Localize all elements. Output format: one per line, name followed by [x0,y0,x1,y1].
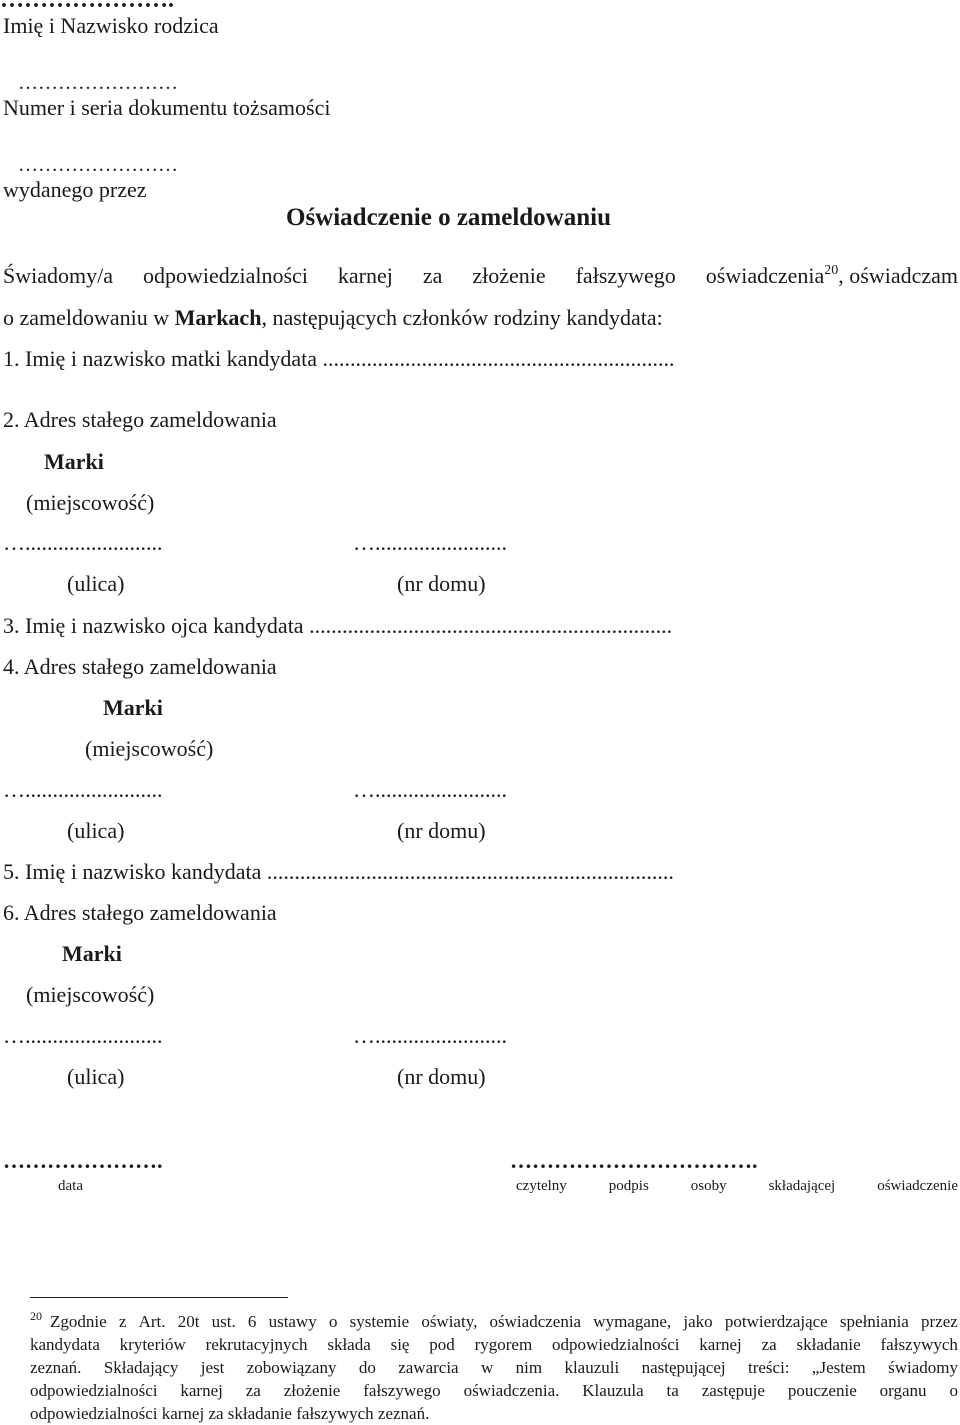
item-2-house-label: (nr domu) [397,571,486,596]
footnote-word: w [480,1358,494,1377]
footnote-word: karnej [699,1335,742,1354]
footnote-word: zawarcia [398,1358,459,1377]
footnote-word: świadomy [888,1358,958,1377]
footnote-word: zobowiązany [246,1358,337,1377]
item-4-house-label: (nr domu) [397,818,486,843]
footnote-line-5: odpowiedzialności karnej za składanie fałszywych zeznań. [30,1404,430,1423]
footnote-word: oświadczenia. [463,1381,560,1400]
town-name: Markach [174,305,262,330]
footnote-line-3 [30,1356,958,1379]
item-4-city-label: (miejscowość) [85,736,214,761]
footnote-word: 6 [247,1312,257,1331]
footnote-line-4 [30,1379,958,1402]
footnote-word: pouczenie [787,1381,857,1400]
footnote-word: ustawy [268,1312,317,1331]
item-4-street-label: (ulica) [67,818,125,843]
intro-word: za [422,263,443,288]
footnote-word: kandydata [30,1335,100,1354]
footnote-word: 20t [177,1312,200,1331]
footnote-word: zeznań. [30,1358,82,1377]
item-1-mother-name: 1. Imię i nazwisko matki kandydata ................................................................ [3,346,675,371]
footnote-word: fałszywego [363,1381,441,1400]
page-title: Oświadczenie o zameldowaniu [286,204,611,231]
date-dots: …………………. [3,1148,163,1173]
item-4-house-dots: …........................ [353,777,507,802]
footnote-word: jest [200,1358,225,1377]
intro-word: Świadomy/a [3,263,113,288]
footnote-word: Art. [138,1312,166,1331]
item-2-house-dots: …........................ [353,530,507,555]
item-4-city: Marki [103,695,163,720]
signature-label [516,1177,958,1195]
item-2-city-label: (miejscowość) [26,490,155,515]
footnote-reference: 20 [824,263,839,278]
date-label: data [58,1178,83,1194]
signature-label-word: składającej [768,1178,836,1194]
footnote-word: za [245,1381,261,1400]
signature-label-word: osoby [690,1178,727,1194]
footnote-word: Zgodnie [50,1312,107,1331]
footnote-word: złożenie [283,1381,341,1400]
footnote-word: wymagane, [593,1312,672,1331]
footnote-word: rygorem [474,1335,533,1354]
footnote-word: treści: [747,1358,790,1377]
intro-line-1 [3,263,958,293]
footnote-word: o [949,1381,958,1400]
id-document-label: Numer i seria dokumentu tożsamości [3,95,331,120]
footnote-separator [30,1297,288,1298]
footnote-word: organu [879,1381,927,1400]
intro-word: oświadczenia [705,263,825,288]
footnote-word: jako [683,1312,713,1331]
footnote-word: potwierdzające [724,1312,828,1331]
item-6-city: Marki [62,941,122,966]
dots-line-2: …………………… [18,154,178,176]
footnote-line-2 [30,1333,958,1356]
signature-label-word: podpis [608,1178,649,1194]
item-4-street-dots: …......................... [3,777,163,802]
item-2-city: Marki [44,449,104,474]
footnote-word: systemie [349,1312,410,1331]
intro-line-2 [3,305,663,331]
footnote-word: fałszywych [880,1335,958,1354]
footnote-word: oświadczenia [489,1312,582,1331]
intro-word: złożenie [472,263,546,288]
footnote-word: oświaty, [421,1312,478,1331]
item-6-house-dots: …........................ [353,1023,507,1048]
footnote-word: ust. [211,1312,236,1331]
item-6-street-label: (ulica) [67,1064,125,1089]
footnote-word: klauzuli [564,1358,620,1377]
footnote-word: składanie [796,1335,861,1354]
footnote-word: pod [429,1335,455,1354]
footnote-word: zastępuje [701,1381,765,1400]
footnote-word: do [358,1358,376,1377]
item-2-street-label: (ulica) [67,571,125,596]
dots-line-1: …………………… [18,72,178,94]
intro-line-1-end: , oświadczam [838,263,958,288]
signature-label-word: czytelny [516,1178,567,1194]
footnote-word: „Jestem [811,1358,866,1377]
item-3-father-name: 3. Imię i nazwisko ojca kandydata .................................................................. [3,613,673,638]
footnote-word: się [390,1335,410,1354]
item-4-address-heading: 4. Adres stałego zameldowania [3,654,277,679]
intro-word: fałszywego [575,263,676,288]
dots-top: …………………. [0,0,174,13]
item-6-address-heading: 6. Adres stałego zameldowania [3,900,277,925]
footnote-word: następującej [641,1358,726,1377]
item-5-candidate-name: 5. Imię i nazwisko kandydata .......................................................................... [3,859,674,884]
item-6-city-label: (miejscowość) [26,982,155,1007]
intro-word: karnej [337,263,393,288]
footnote-word: Klauzula [582,1381,644,1400]
footnote-word: nim [515,1358,543,1377]
footnote-word: Składający [103,1358,179,1377]
footnote-word: karnej [180,1381,223,1400]
footnote-word: z [118,1312,127,1331]
footnote-word: odpowiedzialności [552,1335,680,1354]
item-2-address-heading: 2. Adres stałego zameldowania [3,407,277,432]
footnote-word: składa [327,1335,371,1354]
item-6-house-label: (nr domu) [397,1064,486,1089]
intro-line-2-start: o zameldowaniu w [3,305,175,330]
footnote-marker: 20 [30,1309,42,1323]
footnote-word: o [328,1312,338,1331]
signature-label-word: oświadczenie [877,1178,958,1194]
footnote-word: przez [921,1312,958,1331]
footnote-word: za [761,1335,777,1354]
intro-line-2-end: , następujących członków rodziny kandydata: [261,305,663,330]
footnote-line-1 [50,1310,958,1333]
footnote-word: kryteriów [119,1335,186,1354]
footnote-word: ta [666,1381,679,1400]
footnote-word: spełniania [839,1312,909,1331]
footnote-word: odpowiedzialności [30,1381,158,1400]
parent-name-label: Imię i Nazwisko rodzica [3,13,219,38]
intro-word: odpowiedzialności [142,263,308,288]
item-6-street-dots: …......................... [3,1023,163,1048]
intro-word-with-footnote [706,263,958,293]
issued-by-label: wydanego przez [3,177,147,202]
item-2-street-dots: …......................... [3,530,163,555]
signature-dots: ……………………………. [510,1148,758,1173]
footnote-word: rekrutacyjnych [205,1335,308,1354]
